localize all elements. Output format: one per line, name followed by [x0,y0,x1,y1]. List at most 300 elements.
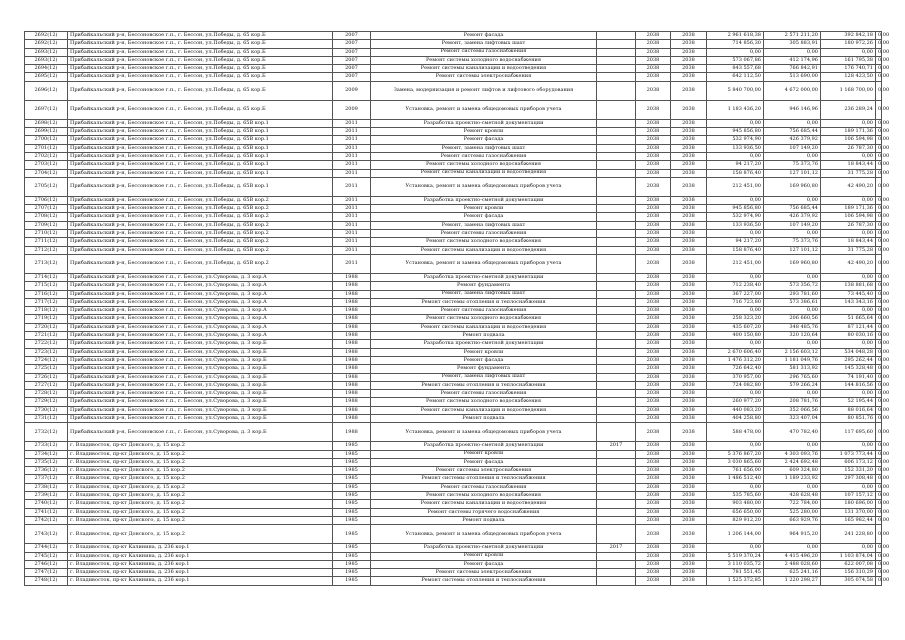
work-type-cell: Разработка проектно-сметной документации [371,340,597,348]
row-id-cell: 2701(12) [25,144,68,152]
build-year-cell: 1988 [333,323,371,331]
start-year-cell: 2038 [636,332,671,340]
plan-year-cell [597,205,636,213]
total-cost-cell: 1 206 144,00 [707,525,764,544]
budget-cost-cell: 0,00 [876,475,882,483]
work-type-cell: Ремонт системы канализации и водоотведения [371,323,597,331]
work-type-cell: Замена, модернизация и ремонт лифтов и лифтового оборудования [371,81,597,100]
start-year-cell: 2038 [636,348,671,356]
end-year-cell: 2038 [671,544,707,552]
table-row [25,414,882,422]
row-id-cell: 2709(12) [25,221,68,229]
work-type-cell: Установка, ремонт и замена общедомовых приборов учета [371,423,597,442]
start-year-cell: 2038 [636,73,671,81]
fund-cost-cell: 323 407,04 [764,414,821,422]
budget-cost-cell: 0,00 [876,282,882,290]
start-year-cell: 2038 [636,398,671,406]
table-row [25,81,882,100]
fund-cost-cell: 348 485,76 [764,323,821,331]
plan-year-cell [597,40,636,48]
row-id-cell: 2702(12) [25,152,68,160]
plan-year-cell [597,315,636,323]
table-row [25,32,882,40]
budget-cost-cell: 0,00 [876,560,882,568]
plan-year-cell [597,508,636,516]
budget-cost-cell: 0,00 [876,254,882,273]
fund-cost-cell: 75 373,76 [764,161,821,169]
build-year-cell: 2009 [333,100,371,119]
start-year-cell: 2038 [636,340,671,348]
budget-cost-cell: 0,00 [876,290,882,298]
address-cell: Прибайкальский р-н, Бессоновское г.п., г. Бессон, ул.Суворова, д. 3 кор.Б [68,390,333,398]
end-year-cell: 2038 [671,458,707,466]
end-year-cell: 2038 [671,196,707,204]
start-year-cell: 2038 [636,152,671,160]
fund-cost-cell: 169 960,80 [764,254,821,273]
work-type-cell: Ремонт фундамента [371,365,597,373]
owners-cost-cell: 1 168 700,00 [821,81,876,100]
row-id-cell: 2692(12) [25,40,68,48]
table-row [25,423,882,442]
row-id-cell: 2704(12) [25,169,68,177]
plan-year-cell [597,458,636,466]
table-row [25,144,882,152]
table-row [25,73,882,81]
row-id-cell: 2715(12) [25,282,68,290]
address-cell: Прибайкальский р-н, Бессоновское г.п., г. Бессон, ул.Победы, д. 65В кор.2 [68,221,333,229]
end-year-cell: 2038 [671,213,707,221]
start-year-cell: 2038 [636,119,671,127]
total-cost-cell: 212 451,00 [707,254,764,273]
start-year-cell: 2038 [636,414,671,422]
table-row [25,282,882,290]
total-cost-cell: 94 217,20 [707,161,764,169]
total-cost-cell: 367 227,00 [707,290,764,298]
budget-cost-cell: 0,00 [876,221,882,229]
start-year-cell: 2038 [636,307,671,315]
build-year-cell: 1985 [333,475,371,483]
owners-cost-cell: 241 228,80 [821,525,876,544]
table-row [25,508,882,516]
table-row [25,560,882,568]
start-year-cell: 2038 [636,32,671,40]
build-year-cell: 1988 [333,414,371,422]
end-year-cell: 2038 [671,246,707,254]
start-year-cell: 2038 [636,56,671,64]
table-row [25,290,882,298]
fund-cost-cell: 0,00 [764,48,821,56]
budget-cost-cell: 0,00 [876,230,882,238]
row-id-cell: 2708(12) [25,213,68,221]
row-id-cell: 2726(12) [25,373,68,381]
build-year-cell: 2011 [333,144,371,152]
fund-cost-cell: 1 181 049,76 [764,356,821,364]
budget-cost-cell: 0,00 [876,169,882,177]
row-id-cell: 2693(12) [25,48,68,56]
row-id-cell: 2731(12) [25,414,68,422]
start-year-cell: 2038 [636,40,671,48]
fund-cost-cell: 412 174,96 [764,56,821,64]
row-id-cell: 2742(12) [25,516,68,524]
owners-cost-cell: 42 490,20 [821,177,876,196]
work-type-cell: Ремонт системы канализации и водоотведения [371,246,597,254]
plan-year-cell [597,467,636,475]
total-cost-cell: 212 451,00 [707,177,764,196]
plan-year-cell [597,569,636,577]
build-year-cell: 2011 [333,205,371,213]
total-cost-cell: 829 912,20 [707,516,764,524]
work-type-cell: Ремонт системы газоснабжения [371,483,597,491]
table-row [25,119,882,127]
work-type-cell: Ремонт системы электроснабжения [371,569,597,577]
budget-cost-cell: 0,00 [876,136,882,144]
row-id-cell: 2737(12) [25,475,68,483]
end-year-cell: 2038 [671,254,707,273]
budget-cost-cell: 0,00 [876,298,882,306]
budget-cost-cell: 0,00 [876,161,882,169]
row-id-cell: 2698(12) [25,119,68,127]
address-cell: Прибайкальский р-н, Бессоновское г.п., г. Бессон, ул.Победы, д. 65 кор.Б [68,100,333,119]
row-id-cell: 2727(12) [25,381,68,389]
end-year-cell: 2038 [671,423,707,442]
work-type-cell: Установка, ремонт и замена общедомовых приборов учета [371,177,597,196]
address-cell: Прибайкальский р-н, Бессоновское г.п., г. Бессон, ул.Победы, д. 65В кор.1 [68,152,333,160]
fund-cost-cell: 2 156 603,12 [764,348,821,356]
work-type-cell: Ремонт фасада [371,356,597,364]
address-cell: Прибайкальский р-н, Бессоновское г.п., г. Бессон, ул.Суворова, д. 3 кор.Б [68,340,333,348]
start-year-cell: 2038 [636,560,671,568]
budget-cost-cell: 0,00 [876,467,882,475]
table-row [25,500,882,508]
row-id-cell: 2703(12) [25,161,68,169]
owners-cost-cell: 236 289,24 [821,100,876,119]
start-year-cell: 2038 [636,492,671,500]
fund-cost-cell: 352 066,56 [764,406,821,414]
work-type-cell: Ремонт системы холодного водоснабжения [371,56,597,64]
table-row [25,307,882,315]
row-id-cell: 2717(12) [25,298,68,306]
total-cost-cell: 1 183 436,20 [707,100,764,119]
build-year-cell: 2011 [333,230,371,238]
address-cell: Прибайкальский р-н, Бессоновское г.п., г. Бессон, ул.Победы, д. 65 кор.Б [68,56,333,64]
owners-cost-cell: 74 191,40 [821,373,876,381]
fund-cost-cell: 0,00 [764,273,821,281]
build-year-cell: 2011 [333,152,371,160]
fund-cost-cell: 296 765,60 [764,373,821,381]
plan-year-cell [597,525,636,544]
budget-cost-cell: 0,00 [876,390,882,398]
row-id-cell: 2694(12) [25,65,68,73]
work-type-cell: Ремонт системы отопления и теплоснабжения [371,298,597,306]
build-year-cell: 1988 [333,423,371,442]
start-year-cell: 2038 [636,381,671,389]
start-year-cell: 2038 [636,177,671,196]
plan-year-cell [597,169,636,177]
work-type-cell: Ремонт системы холодного водоснабжения [371,238,597,246]
build-year-cell: 2011 [333,119,371,127]
work-type-cell: Ремонт фасада [371,136,597,144]
build-year-cell: 1985 [333,458,371,466]
address-cell: Прибайкальский р-н, Бессоновское г.п., г. Бессон, ул.Победы, д. 65В кор.1 [68,128,333,136]
end-year-cell: 2038 [671,450,707,458]
address-cell: Прибайкальский р-н, Бессоновское г.п., г. Бессон, ул.Суворова, д. 3 кор.А [68,323,333,331]
address-cell: Прибайкальский р-н, Бессоновское г.п., г. Бессон, ул.Победы, д. 65В кор.1 [68,119,333,127]
end-year-cell: 2038 [671,290,707,298]
owners-cost-cell: 0,00 [821,442,876,450]
budget-cost-cell: 0,00 [876,65,882,73]
build-year-cell: 2007 [333,40,371,48]
build-year-cell: 1988 [333,315,371,323]
address-cell: Прибайкальский р-н, Бессоновское г.п., г. Бессон, ул.Суворова, д. 3 кор.Б [68,381,333,389]
row-id-cell: 2743(12) [25,525,68,544]
build-year-cell: 2011 [333,169,371,177]
start-year-cell: 2038 [636,373,671,381]
row-id-cell: 2716(12) [25,290,68,298]
work-type-cell: Ремонт фасада [371,213,597,221]
work-type-cell: Ремонт, замена лифтовых шахт [371,373,597,381]
end-year-cell: 2038 [671,169,707,177]
end-year-cell: 2038 [671,177,707,196]
build-year-cell: 1988 [333,307,371,315]
total-cost-cell: 714 856,30 [707,40,764,48]
start-year-cell: 2038 [636,161,671,169]
fund-cost-cell: 428 628,48 [764,492,821,500]
owners-cost-cell: 31 775,28 [821,169,876,177]
address-cell: Прибайкальский р-н, Бессоновское г.п., г. Бессон, ул.Победы, д. 65В кор.2 [68,196,333,204]
owners-cost-cell: 26 787,30 [821,221,876,229]
budget-cost-cell: 0,00 [876,340,882,348]
address-cell: Прибайкальский р-н, Бессоновское г.п., г. Бессон, ул.Победы, д. 65В кор.2 [68,254,333,273]
total-cost-cell: 0,00 [707,544,764,552]
end-year-cell: 2038 [671,273,707,281]
budget-cost-cell: 0,00 [876,414,882,422]
end-year-cell: 2038 [671,100,707,119]
address-cell: Прибайкальский р-н, Бессоновское г.п., г. Бессон, ул.Победы, д. 65В кор.1 [68,169,333,177]
table-row [25,169,882,177]
table-row [25,398,882,406]
build-year-cell: 1988 [333,348,371,356]
work-type-cell: Ремонт системы горячего водоснабжения [371,508,597,516]
budget-cost-cell: 0,00 [876,508,882,516]
end-year-cell: 2038 [671,373,707,381]
fund-cost-cell: 320 120,64 [764,332,821,340]
total-cost-cell: 0,00 [707,196,764,204]
owners-cost-cell: 305 074,58 [821,577,876,585]
work-type-cell: Ремонт системы отопления и теплоснабжения [371,577,597,585]
row-id-cell: 2714(12) [25,273,68,281]
owners-cost-cell: 145 328,48 [821,365,876,373]
start-year-cell: 2038 [636,221,671,229]
total-cost-cell: 258 323,20 [707,315,764,323]
build-year-cell: 1988 [333,381,371,389]
plan-year-cell [597,356,636,364]
fund-cost-cell: 579 266,24 [764,381,821,389]
owners-cost-cell: 106 594,98 [821,213,876,221]
budget-cost-cell: 0,00 [876,205,882,213]
end-year-cell: 2038 [671,467,707,475]
budget-cost-cell: 0,00 [876,56,882,64]
fund-cost-cell: 293 781,60 [764,290,821,298]
plan-year-cell [597,290,636,298]
row-id-cell: 2744(12) [25,544,68,552]
total-cost-cell: 5 519 370,24 [707,552,764,560]
end-year-cell: 2038 [671,81,707,100]
owners-cost-cell: 0,00 [821,544,876,552]
row-id-cell: 2733(12) [25,442,68,450]
table-row [25,552,882,560]
row-id-cell: 2713(12) [25,254,68,273]
build-year-cell: 1985 [333,544,371,552]
fund-cost-cell: 946 146,96 [764,100,821,119]
table-row [25,442,882,450]
end-year-cell: 2038 [671,525,707,544]
plan-year-cell [597,492,636,500]
budget-cost-cell: 0,00 [876,119,882,127]
address-cell: Прибайкальский р-н, Бессоновское г.п., г. Бессон, ул.Суворова, д. 3 кор.А [68,307,333,315]
plan-year-cell [597,56,636,64]
address-cell: Прибайкальский р-н, Бессоновское г.п., г. Бессон, ул.Суворова, д. 3 кор.А [68,282,333,290]
total-cost-cell: 642 112,50 [707,73,764,81]
build-year-cell: 1988 [333,290,371,298]
owners-cost-cell: 26 787,30 [821,144,876,152]
row-id-cell: 2707(12) [25,205,68,213]
budget-cost-cell: 0,00 [876,213,882,221]
plan-year-cell [597,136,636,144]
row-id-cell: 2693(12) [25,56,68,64]
address-cell: Прибайкальский р-н, Бессоновское г.п., г. Бессон, ул.Победы, д. 65В кор.2 [68,213,333,221]
budget-cost-cell: 0,00 [876,544,882,552]
build-year-cell: 1985 [333,442,371,450]
budget-cost-cell: 0,00 [876,577,882,585]
plan-year-cell [597,213,636,221]
plan-year-cell [597,246,636,254]
end-year-cell: 2038 [671,560,707,568]
budget-cost-cell: 0,00 [876,450,882,458]
budget-cost-cell: 0,00 [876,516,882,524]
owners-cost-cell: 88 016,64 [821,406,876,414]
end-year-cell: 2038 [671,128,707,136]
plan-year-cell [597,238,636,246]
address-cell: г. Владивосток, пр-кт Донского, д. 15 кор.2 [68,458,333,466]
owners-cost-cell: 180 696,00 [821,500,876,508]
total-cost-cell: 3 110 035,72 [707,560,764,568]
work-type-cell: Разработка проектно-сметной документации [371,442,597,450]
work-type-cell: Ремонт, замена лифтовых шахт [371,40,597,48]
total-cost-cell: 435 607,20 [707,323,764,331]
plan-year-cell: 2017 [597,442,636,450]
address-cell: Прибайкальский р-н, Бессоновское г.п., г. Бессон, ул.Суворова, д. 3 кор.Б [68,365,333,373]
address-cell: г. Владивосток, пр-кт Донского, д. 15 кор.2 [68,483,333,491]
budget-cost-cell: 0,00 [876,144,882,152]
fund-cost-cell: 0,00 [764,340,821,348]
start-year-cell: 2038 [636,290,671,298]
build-year-cell: 2011 [333,254,371,273]
end-year-cell: 2038 [671,40,707,48]
fund-cost-cell: 0,00 [764,390,821,398]
total-cost-cell: 5 840 700,00 [707,81,764,100]
work-type-cell: Ремонт, замена лифтовых шахт [371,290,597,298]
owners-cost-cell: 1 103 874,04 [821,552,876,560]
fund-cost-cell: 625 241,16 [764,569,821,577]
owners-cost-cell: 0,00 [821,48,876,56]
plan-year-cell [597,332,636,340]
build-year-cell: 1985 [333,492,371,500]
owners-cost-cell: 1 073 773,44 [821,450,876,458]
build-year-cell: 1985 [333,483,371,491]
row-id-cell: 2739(12) [25,492,68,500]
table-row [25,356,882,364]
plan-year-cell [597,230,636,238]
fund-cost-cell: 0,00 [764,152,821,160]
plan-year-cell [597,423,636,442]
budget-cost-cell: 0,00 [876,492,882,500]
table-row [25,100,882,119]
row-id-cell: 2696(12) [25,81,68,100]
plan-year-cell: 2017 [597,544,636,552]
end-year-cell: 2038 [671,390,707,398]
plan-year-cell [597,398,636,406]
work-type-cell: Ремонт системы холодного водоснабжения [371,161,597,169]
total-cost-cell: 716 723,80 [707,298,764,306]
total-cost-cell: 945 856,80 [707,128,764,136]
row-id-cell: 2736(12) [25,467,68,475]
fund-cost-cell: 0,00 [764,119,821,127]
plan-year-cell [597,221,636,229]
address-cell: г. Владивосток, пр-кт Калинина, д. 236 кор.1 [68,552,333,560]
end-year-cell: 2038 [671,238,707,246]
address-cell: г. Владивосток, пр-кт Донского, д. 15 кор.2 [68,516,333,524]
budget-cost-cell: 0,00 [876,81,882,100]
address-cell: Прибайкальский р-н, Бессоновское г.п., г. Бессон, ул.Суворова, д. 3 кор.А [68,298,333,306]
owners-cost-cell: 0,00 [821,119,876,127]
start-year-cell: 2038 [636,128,671,136]
start-year-cell: 2038 [636,282,671,290]
plan-year-cell [597,500,636,508]
fund-cost-cell: 4 303 093,76 [764,450,821,458]
table-row [25,577,882,585]
start-year-cell: 2038 [636,315,671,323]
address-cell: г. Владивосток, пр-кт Донского, д. 15 кор.2 [68,442,333,450]
total-cost-cell: 158 876,40 [707,169,764,177]
address-cell: Прибайкальский р-н, Бессоновское г.п., г. Бессон, ул.Суворова, д. 3 кор.Б [68,348,333,356]
end-year-cell: 2038 [671,73,707,81]
address-cell: Прибайкальский р-н, Бессоновское г.п., г. Бессон, ул.Суворова, д. 3 кор.Б [68,423,333,442]
budget-cost-cell: 0,00 [876,177,882,196]
owners-cost-cell: 18 843,44 [821,161,876,169]
table-row [25,40,882,48]
table-row [25,569,882,577]
plan-year-cell [597,100,636,119]
address-cell: Прибайкальский р-н, Бессоновское г.п., г. Бессон, ул.Победы, д. 65 кор.Б [68,73,333,81]
build-year-cell: 2007 [333,65,371,73]
row-id-cell: 2722(12) [25,340,68,348]
total-cost-cell: 370 957,00 [707,373,764,381]
owners-cost-cell: 189 171,36 [821,128,876,136]
start-year-cell: 2038 [636,423,671,442]
owners-cost-cell: 189 171,36 [821,205,876,213]
build-year-cell: 2007 [333,73,371,81]
plan-year-cell [597,552,636,560]
build-year-cell: 2011 [333,161,371,169]
budget-cost-cell: 0,00 [876,323,882,331]
owners-cost-cell: 176 740,71 [821,65,876,73]
fund-cost-cell: 4 415 496,20 [764,552,821,560]
start-year-cell: 2038 [636,577,671,585]
table-row [25,65,882,73]
row-id-cell: 2729(12) [25,398,68,406]
owners-cost-cell: 87 121,44 [821,323,876,331]
row-id-cell: 2748(12) [25,577,68,585]
